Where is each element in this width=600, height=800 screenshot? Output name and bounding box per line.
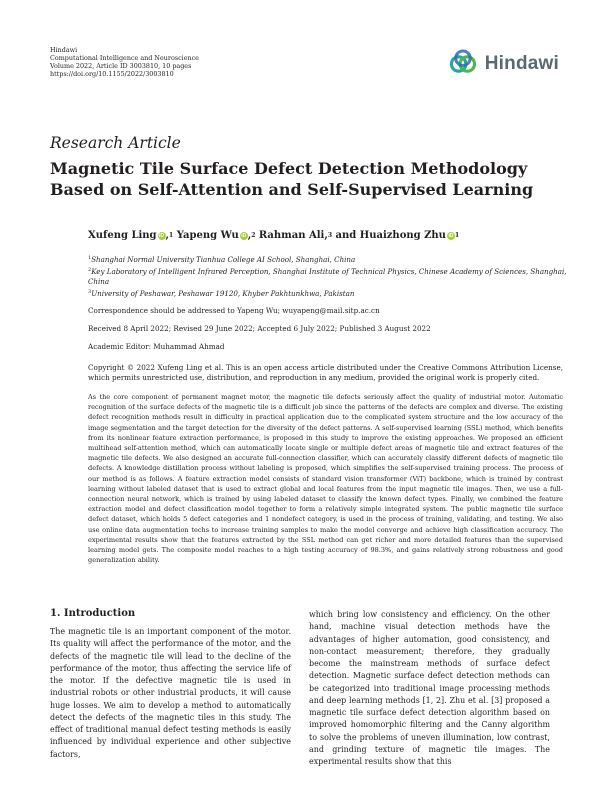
section-heading: 1. Introduction — [50, 608, 136, 619]
hindawi-rings-icon — [449, 49, 482, 79]
affiliation-item: $^1$Shanghai Normal University Tianhua College AI School, Shanghai, China — [88, 255, 356, 264]
article-type: Research Article — [50, 134, 181, 152]
author-name: Huaizhong Zhu — [359, 230, 446, 241]
journal-info — [50, 47, 199, 79]
publisher-name: Hindawi — [50, 46, 78, 54]
orcid-icon[interactable]: iD — [448, 232, 454, 239]
author-affiliation-ref: 1 — [454, 232, 460, 239]
author-affiliation-ref: 3 — [327, 232, 333, 239]
intro-left-column: The magnetic tile is an important component of the motor. Its quality will affect the performance of the motor, and the defects of the magnetic tile will lead to the decline of the performance of the motor, thus affecting the service life of the motor. If the defective magnetic tile is used in industrial robots or other industrial products, it will cause huge losses. We aim to develop a method to automatically detect the defects of the magnetic tiles in this study. The effect of traditional manual defect testing methods is easily influenced by individual experience and other subjective factors, — [50, 627, 291, 759]
academic-editor: Academic Editor: Muhammad Ahmad — [88, 342, 225, 351]
author-conjunction: and — [335, 230, 357, 241]
affiliation-item: $^3$University of Peshawar, Peshawar 19120, Khyber Pakhtunkhwa, Pakistan — [88, 289, 355, 298]
author-list: Xufeng Ling iD , 1 Yapeng Wu iD , 2 Rahman Ali, 3 and Huaizhong Zhu iD 1 — [88, 230, 460, 241]
journal-name: Computational Intelligence and Neuroscience — [50, 53, 199, 62]
copyright-notice: Copyright © 2022 Xufeng Ling et al. This is an open access article distributed under the Creative Commons Attribution License, which permits unrestricted use, distribution, and reproduction in any medium, provided the original work is properly cited. — [88, 363, 563, 382]
publication-dates: Received 8 April 2022; Revised 29 June 2022; Accepted 6 July 2022; Published 3 August 2022 — [88, 324, 431, 333]
author-name: Xufeng Ling — [88, 230, 157, 241]
author-affiliation-ref: 1 — [169, 232, 174, 239]
doi-link[interactable]: https://doi.org/10.1155/2022/3003810 — [50, 69, 174, 78]
affiliation-item: $^2$Key Laboratory of Intelligent Infrared Perception, Shanghai Institute of Technical Physics, Chinese Academy of Sciences, Shanghai, China — [88, 267, 567, 286]
author-name: Rahman Ali, — [258, 230, 328, 241]
intro-right-column: which bring low consistency and efficiency. On the other hand, machine visual detection methods have the advantages of higher automation, good consistency, and non-contact measurement; therefore, they gradually become the mainstream methods of surface defect detection. Magnetic surface defect detection methods can be categorized into traditional image processing methods and deep learning methods [1, 2]. Zhu et al. [3] proposed a magnetic tile surface defect detection algorithm based on improved homomorphic filtering and the Canny algorithm to solve the problems of uneven illumination, low contrast, and grinding texture of magnetic tile images. The experimental results show that this — [309, 610, 550, 766]
orcid-icon[interactable]: iD — [159, 232, 165, 239]
logo-text: Hindawi — [484, 53, 559, 74]
orcid-icon[interactable]: iD — [241, 232, 247, 239]
hindawi-logo — [449, 49, 559, 79]
affiliations — [88, 253, 568, 299]
author-name: Yapeng Wu — [176, 230, 239, 241]
paper-title: Magnetic Tile Surface Defect Detection Methodology Based on Self-Attention and Self-Supervised Learning — [50, 159, 534, 199]
correspondence: Correspondence should be addressed to Yapeng Wu; wuyapeng@mail.sitp.ac.cn — [88, 306, 380, 315]
volume-info: Volume 2022, Article ID 3003810, 10 pages — [50, 61, 192, 70]
author-affiliation-ref: 2 — [251, 232, 256, 239]
abstract: As the core component of permanent magnet motor, the magnetic tile defects seriously affect the quality of industrial motor. Automatic recognition of the surface defects of the magnetic tile is a difficult job since the patterns of the defects are complex and diverse. The existing defect recognition methods result in difficulty in practical application due to the complicated system structure and the low accuracy of the image segmentation and the target detection for the diversity of the defect patterns. A self-supervised learning (SSL) method, which benefits from its nonlinear feature extraction performance, is proposed in this study to improve the existing approaches. We proposed an efficient multihead self-attention method, which can automatically locate single or multiple defect areas of magnetic tile and extract features of the magnetic tile defects. We also designed an accurate full-connection classifier, which can accurately classify different defects of magnetic tile defects. A knowledge distillation process without labeling is proposed, which simplifies the self-supervised training process. The process of our method is as follows. A feature extraction model consists of standard vision transformer (ViT) backbone, which is trained by contrast learning without labeled dataset that is used to extract global and local features from the input magnetic tile images. Then, we use a full-connection neural network, which is trained by using labeled dataset to classify the known defect types. Finally, we combined the feature extraction model and defect classification model together to form a relatively simple integrated system. The public magnetic tile surface defect dataset, which holds 5 defect categories and 1 nondefect category, is used in the process of training, validating, and testing. We also use online data augmentation techs to increase training samples to make the model converge and achieve high classification accuracy. The experimental results show that the features extracted by the SSL method can get richer and more detailed features than the supervised learning model gets. The composite model reaches to a high testing accuracy of 98.3%, and gains relatively strong robustness and good generalization ability. — [88, 393, 563, 565]
